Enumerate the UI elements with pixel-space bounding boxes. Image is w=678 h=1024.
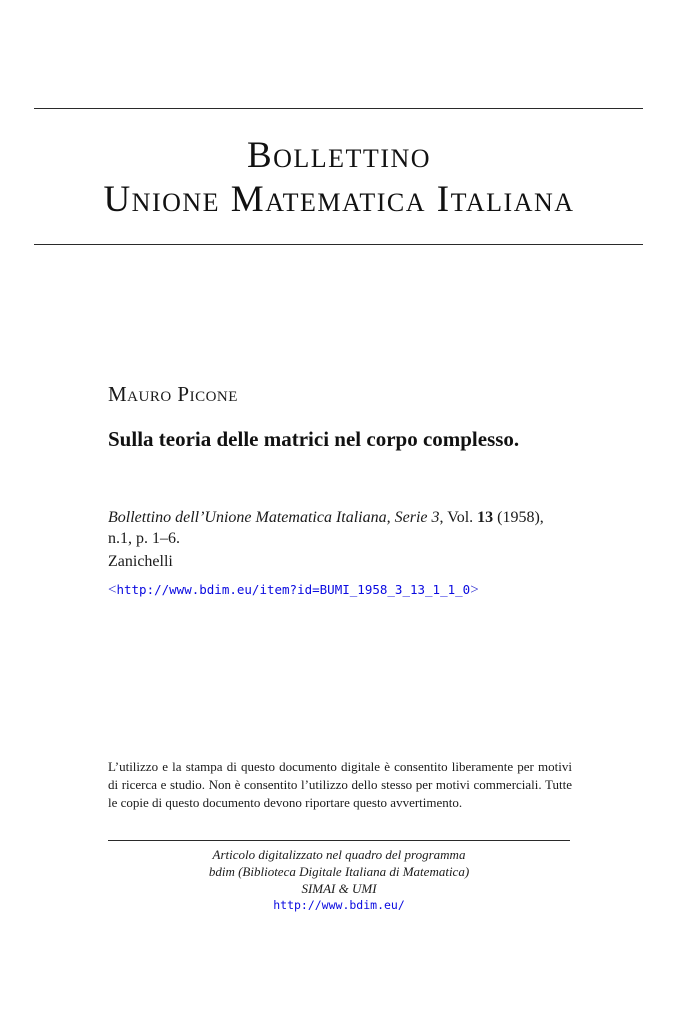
usage-notice: L’utilizzo e la stampa di questo documento digitale è consentito liberamente per motivi di ricerca e studio. Non è consentito l’utilizzo dello stesso per motivi commerciali. Tutte le copie di questo documento devono riportare questo avvertimento. [108, 759, 572, 810]
footer [108, 846, 570, 914]
link-open-bracket: < [108, 582, 117, 598]
citation-vol-label: , Vol. [439, 509, 478, 526]
citation-journal: Bollettino dell’Unione Matematica Italiana, Serie 3 [108, 509, 440, 526]
item-url-link[interactable]: http://www.bdim.eu/item?id=BUMI_1958_3_13_1_1_0 [116, 582, 471, 597]
citation-details: (1958), n.1, p. 1–6. [108, 509, 544, 547]
header-rule-top [34, 108, 643, 109]
article-author: Mauro Picone [108, 382, 238, 406]
journal-masthead-line1: Bollettino [246, 135, 432, 176]
link-close-bracket: > [470, 582, 479, 598]
article-publisher: Zanichelli [108, 553, 173, 570]
citation-volume: 13 [477, 509, 494, 526]
footer-line2: bdim (Biblioteca Digitale Italiana di Matematica) [208, 864, 470, 879]
header-rule-bottom [34, 244, 643, 245]
footer-rule [108, 840, 570, 841]
footer-line3: SIMAI & UMI [301, 881, 377, 896]
footer-line1: Articolo digitalizzato nel quadro del programma [212, 847, 466, 862]
item-link [108, 582, 479, 599]
journal-masthead-line2: Unione Matematica Italiana [103, 179, 575, 220]
article-title: Sulla teoria delle matrici nel corpo complesso. [108, 427, 520, 451]
article-citation [108, 507, 568, 549]
footer-url-link[interactable]: http://www.bdim.eu/ [273, 898, 405, 912]
